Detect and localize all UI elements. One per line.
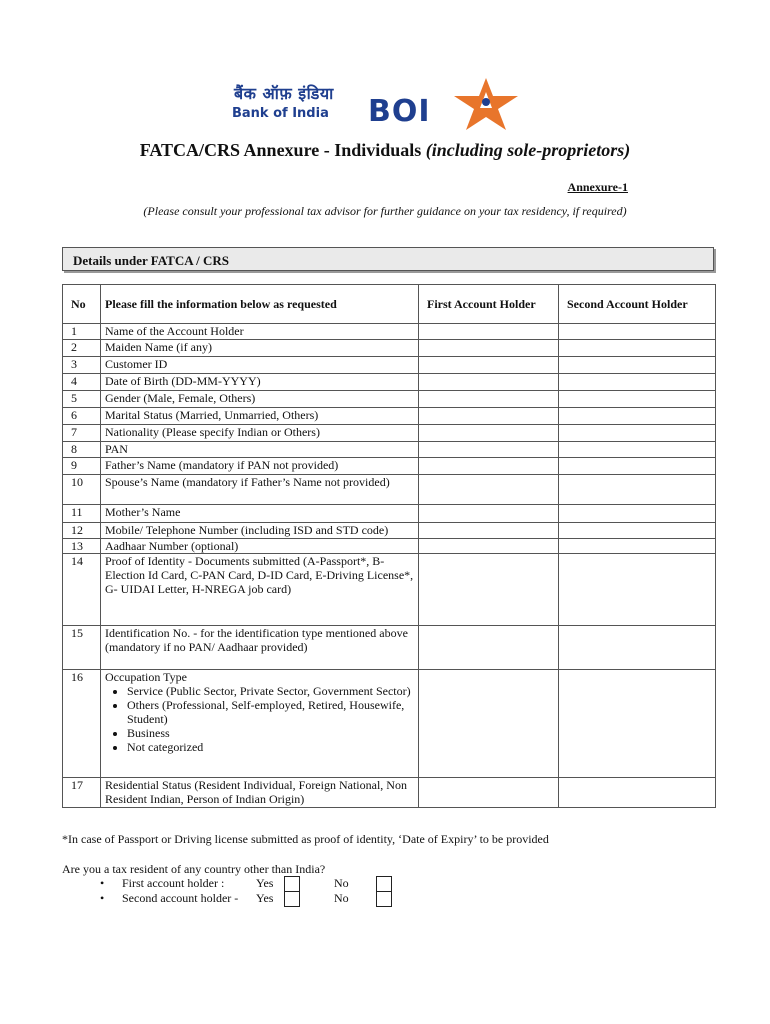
first-holder-input-cell[interactable] <box>419 340 559 357</box>
row-label <box>101 523 419 539</box>
header-info: Please fill the information below as requested <box>101 285 419 324</box>
table-row <box>63 539 716 554</box>
first-holder-input-cell[interactable] <box>419 324 559 340</box>
second-holder-input-cell[interactable] <box>559 442 716 458</box>
row-label <box>101 778 419 808</box>
second-holder-input-cell[interactable] <box>559 391 716 408</box>
row-label-text: Nationality (Please specify Indian or Others) <box>105 425 320 439</box>
table-row <box>63 408 716 425</box>
row-label-text: Residential Status (Resident Individual, Foreign National, Non Resident Indian, Person of Indian Origin) <box>105 778 407 806</box>
first-holder-yes-label: Yes <box>256 876 274 890</box>
second-holder-input-cell[interactable] <box>559 340 716 357</box>
second-holder-input-cell[interactable] <box>559 324 716 340</box>
table-row <box>63 554 716 626</box>
row-number: 13 <box>63 539 101 554</box>
header-second-holder: Second Account Holder <box>559 285 716 324</box>
first-holder-input-cell[interactable] <box>419 458 559 475</box>
row-label-text: Mobile/ Telephone Number (including ISD and STD code) <box>105 523 389 537</box>
row-number: 8 <box>63 442 101 458</box>
table-row <box>63 458 716 475</box>
bank-name-english: Bank of India <box>232 106 329 121</box>
first-holder-input-cell[interactable] <box>419 425 559 442</box>
second-holder-input-cell[interactable] <box>559 425 716 442</box>
row-number: 12 <box>63 523 101 539</box>
row-label <box>101 442 419 458</box>
bank-logo <box>230 80 522 132</box>
row-label <box>101 554 419 626</box>
row-label <box>101 340 419 357</box>
row-number: 14 <box>63 554 101 626</box>
first-holder-input-cell[interactable] <box>419 670 559 778</box>
second-holder-yes-checkbox[interactable] <box>284 891 300 907</box>
first-holder-input-cell[interactable] <box>419 554 559 626</box>
advisory-note: (Please consult your professional tax advisor for further guidance on your tax residency, if required) <box>143 204 627 218</box>
second-holder-no-label: No <box>334 891 349 905</box>
first-holder-input-cell[interactable] <box>419 374 559 391</box>
fatca-details-table <box>62 284 716 808</box>
row-label <box>101 458 419 475</box>
row-label <box>101 670 419 778</box>
second-holder-input-cell[interactable] <box>559 458 716 475</box>
second-holder-input-cell[interactable] <box>559 408 716 425</box>
first-holder-label: First account holder : <box>122 876 225 890</box>
table-row <box>63 505 716 523</box>
row-label-text: Occupation Type <box>105 670 187 684</box>
bank-name-hindi: बैंक ऑफ़ इंडिया <box>234 84 334 103</box>
occupation-option: • Business <box>127 726 414 740</box>
row-number: 1 <box>63 324 101 340</box>
row-label <box>101 408 419 425</box>
page-title <box>0 140 770 161</box>
row-number: 6 <box>63 408 101 425</box>
bullet-icon: • <box>100 891 105 905</box>
row-label <box>101 391 419 408</box>
section-heading-text: Details under FATCA / CRS <box>73 253 230 268</box>
row-label-text: Date of Birth (DD-MM-YYYY) <box>105 374 261 388</box>
table-row <box>63 425 716 442</box>
row-number: 5 <box>63 391 101 408</box>
row-label <box>101 539 419 554</box>
second-holder-input-cell[interactable] <box>559 554 716 626</box>
row-label-text: Marital Status (Married, Unmarried, Others) <box>105 408 319 422</box>
row-label-text: Identification No. - for the identification type mentioned above (mandatory if no PAN/ Aadhaar provided) <box>105 626 408 654</box>
row-number: 17 <box>63 778 101 808</box>
second-holder-label: Second account holder - <box>122 891 239 905</box>
first-holder-input-cell[interactable] <box>419 539 559 554</box>
row-number: 4 <box>63 374 101 391</box>
first-holder-yes-checkbox[interactable] <box>284 876 300 892</box>
row-label <box>101 357 419 374</box>
section-heading <box>62 247 714 271</box>
second-holder-input-cell[interactable] <box>559 357 716 374</box>
row-number: 7 <box>63 425 101 442</box>
second-holder-input-cell[interactable] <box>559 778 716 808</box>
occupation-options <box>105 684 414 754</box>
annexure-label: Annexure-1 <box>567 180 628 194</box>
row-label <box>101 475 419 505</box>
row-number: 2 <box>63 340 101 357</box>
footnote: *In case of Passport or Driving license submitted as proof of identity, ‘Date of Expiry’ to be provided <box>62 832 549 846</box>
first-holder-input-cell[interactable] <box>419 442 559 458</box>
second-holder-input-cell[interactable] <box>559 374 716 391</box>
table-row <box>63 324 716 340</box>
row-label-text: Customer ID <box>105 357 168 371</box>
star-logo-icon <box>452 78 520 130</box>
table-header-row <box>63 285 716 324</box>
header-no: No <box>63 285 101 324</box>
title-italic: (including sole-proprietors) <box>425 140 631 160</box>
row-label <box>101 374 419 391</box>
second-holder-yes-label: Yes <box>256 891 274 905</box>
bullet-icon: • <box>100 876 105 890</box>
title-main: FATCA/CRS Annexure - Individuals <box>139 140 426 160</box>
second-holder-input-cell[interactable] <box>559 670 716 778</box>
tax-residency-question: Are you a tax resident of any country other than India? <box>62 862 326 876</box>
table-row <box>63 442 716 458</box>
row-number: 16 <box>63 670 101 778</box>
row-label-text: PAN <box>105 442 128 456</box>
occupation-option: • Others (Professional, Self-employed, Retired, Housewife, Student) <box>127 698 414 726</box>
row-label-text: Maiden Name (if any) <box>105 340 212 354</box>
first-holder-no-checkbox[interactable] <box>376 876 392 892</box>
header-first-holder: First Account Holder <box>419 285 559 324</box>
table-row <box>63 391 716 408</box>
table-row <box>63 778 716 808</box>
first-holder-input-cell[interactable] <box>419 408 559 425</box>
table-row <box>63 523 716 539</box>
second-holder-input-cell[interactable] <box>559 523 716 539</box>
first-holder-input-cell[interactable] <box>419 475 559 505</box>
row-number: 9 <box>63 458 101 475</box>
row-label-text: Father’s Name (mandatory if PAN not provided) <box>105 458 339 472</box>
row-label <box>101 505 419 523</box>
first-holder-input-cell[interactable] <box>419 778 559 808</box>
table-row <box>63 374 716 391</box>
row-label <box>101 425 419 442</box>
row-label <box>101 324 419 340</box>
row-label <box>101 626 419 670</box>
first-holder-input-cell[interactable] <box>419 391 559 408</box>
row-number: 15 <box>63 626 101 670</box>
row-label-text: Spouse’s Name (mandatory if Father’s Name not provided) <box>105 475 390 489</box>
first-holder-input-cell[interactable] <box>419 523 559 539</box>
row-label-text: Name of the Account Holder <box>105 324 244 338</box>
first-holder-input-cell[interactable] <box>419 357 559 374</box>
occupation-option: • Not categorized <box>127 740 414 754</box>
first-holder-no-label: No <box>334 876 349 890</box>
row-number: 10 <box>63 475 101 505</box>
bank-abbr: BOI <box>368 94 431 129</box>
first-holder-input-cell[interactable] <box>419 626 559 670</box>
second-holder-input-cell[interactable] <box>559 539 716 554</box>
row-label-text: Aadhaar Number (optional) <box>105 539 239 553</box>
row-number: 3 <box>63 357 101 374</box>
row-label-text: Proof of Identity - Documents submitted (A-Passport*, B-Election Id Card, C-PAN Card, D-ID Card, E-Driving License*, G- UIDAI Letter, H-NREGA job card) <box>105 554 414 596</box>
row-number: 11 <box>63 505 101 523</box>
first-holder-input-cell[interactable] <box>419 505 559 523</box>
table-row <box>63 357 716 374</box>
second-holder-input-cell[interactable] <box>559 626 716 670</box>
row-label-text: Gender (Male, Female, Others) <box>105 391 256 405</box>
second-holder-input-cell[interactable] <box>559 475 716 505</box>
occupation-option: • Service (Public Sector, Private Sector, Government Sector) <box>127 684 414 698</box>
second-holder-no-checkbox[interactable] <box>376 891 392 907</box>
row-label-text: Mother’s Name <box>105 505 181 519</box>
table-row <box>63 670 716 778</box>
table-row <box>63 340 716 357</box>
table-row <box>63 626 716 670</box>
table-row <box>63 475 716 505</box>
second-holder-input-cell[interactable] <box>559 505 716 523</box>
